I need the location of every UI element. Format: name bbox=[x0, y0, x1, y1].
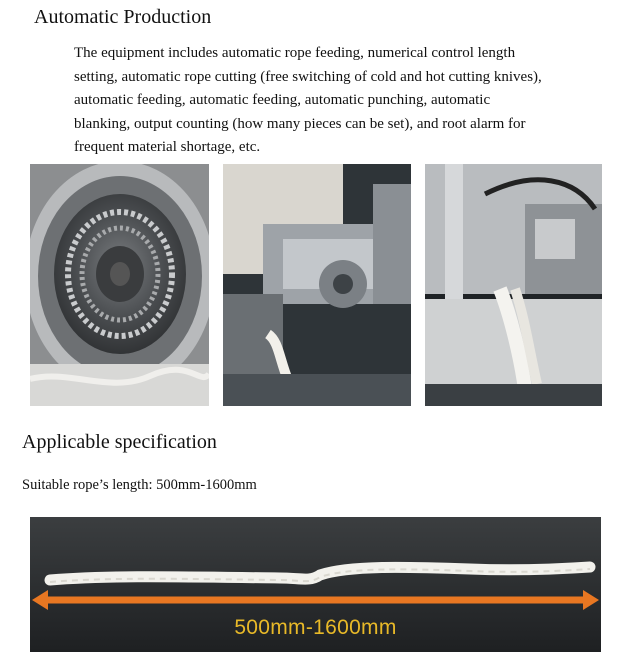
section-title-automatic-production: Automatic Production bbox=[34, 6, 212, 28]
description-line: setting, automatic rope cutting (free switching of cold and hot cutting knives), bbox=[74, 68, 542, 85]
cutting-unit-photo bbox=[223, 164, 411, 406]
description-line: frequent material shortage, etc. bbox=[74, 139, 261, 156]
description-line: The equipment includes automatic rope feeding, numerical control length bbox=[74, 45, 516, 61]
output-station-photo bbox=[425, 164, 602, 406]
rope-length-photo bbox=[30, 517, 601, 652]
rope-length-range-label: 500mm-1600mm bbox=[234, 616, 397, 639]
feeder-bowl-photo bbox=[30, 164, 209, 406]
equipment-description bbox=[74, 42, 619, 160]
rope-length-spec: Suitable rope’s length: 500mm-1600mm bbox=[22, 477, 257, 493]
description-line: blanking, output counting (how many pieces can be set), and root alarm for bbox=[74, 115, 526, 132]
section-title-applicable-specification: Applicable specification bbox=[22, 431, 217, 453]
description-line: automatic feeding, automatic feeding, automatic punching, automatic bbox=[74, 92, 491, 109]
